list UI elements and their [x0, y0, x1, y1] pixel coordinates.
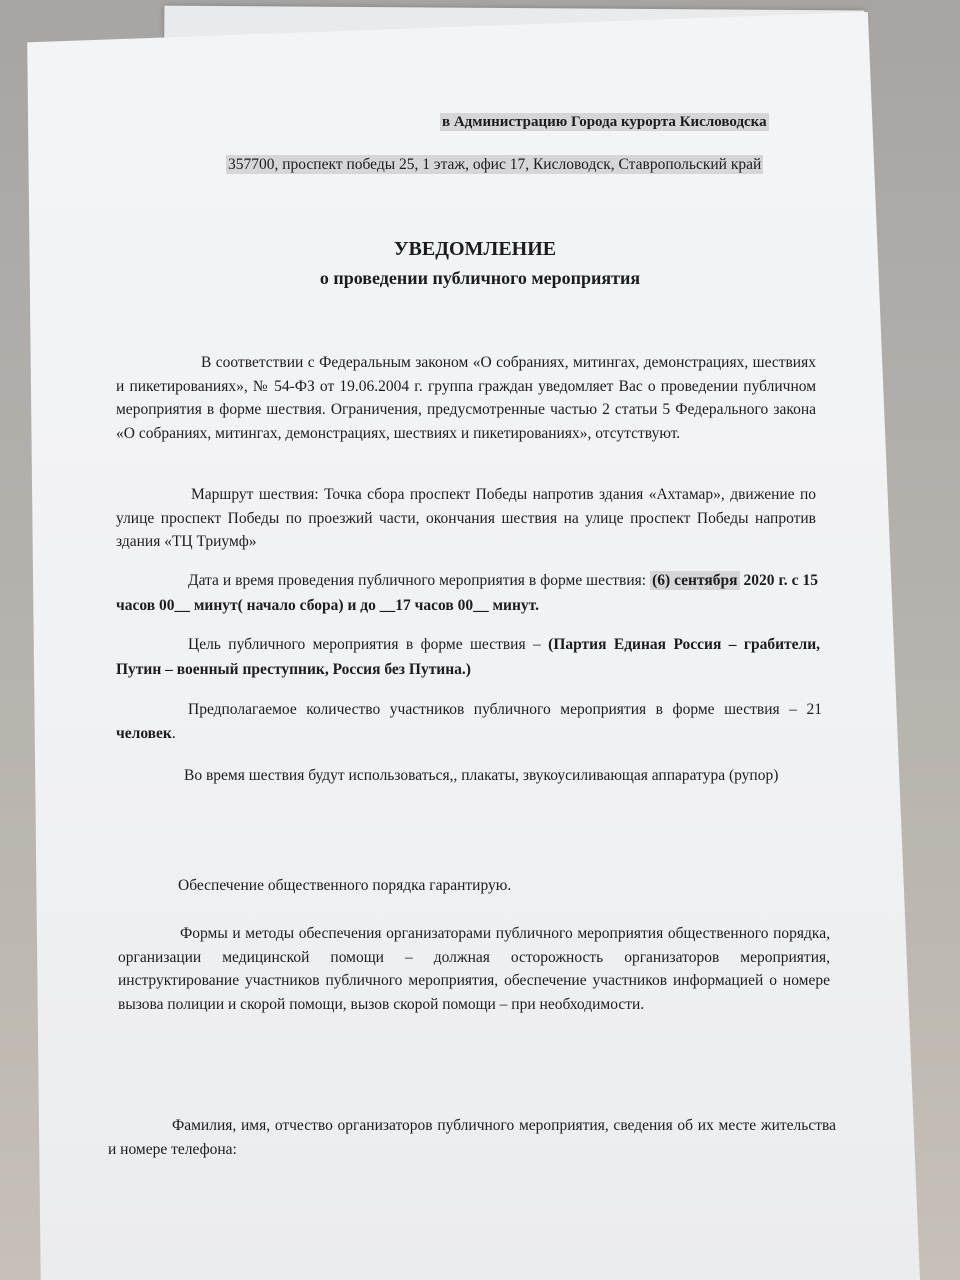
- participants-unit: человек: [116, 725, 172, 742]
- event-date: (6) сентября: [652, 572, 738, 589]
- recipient-line: [440, 112, 820, 132]
- participants-end: .: [171, 725, 176, 742]
- participants-label: Предполагаемое количество участников публичного мероприятия в форме шествия – 21: [188, 701, 822, 718]
- event-goal: (Партия Единая Россия – грабители, Путин – военный преступник, Россия без Путина.): [116, 636, 821, 678]
- address-line: [226, 155, 826, 176]
- paragraph-methods: Формы и методы обеспечения организаторами публичного мероприятия общественного порядка, организации медицинской помощи – должная осторожность организаторов мероприятия, инструктирование участников публичного мероприятия, обеспечение участников информацией о номере вызова полиции и скорой помощи, вызов скорой помощи – при необходимости.: [118, 925, 830, 1013]
- paragraph-order-guarantee: Обеспечение общественного порядка гарантирую.: [178, 877, 512, 894]
- paragraph-legal-basis: В соответствии с Федеральным законом «О собраниях, митингах, демонстрациях, шествиях и пикетированиях», № 54-ФЗ от 19.06.2004 г. группа граждан уведомляет Вас о проведении публичном мероприятия в форме шествия. Ограничения, предусмотренные частью 2 статьи 5 Федерального закона «О собраниях, митингах, демонстрациях, шествиях и пикетированиях», отсутствуют.: [116, 354, 816, 442]
- event-time: 2020 г. с 15 часов 00__ минут( начало сбора) и до __17 часов 00__ минут.: [116, 572, 819, 614]
- paragraph-route: Маршрут шествия: Точка сбора проспект Победы напротив здания «Ахтамар», движение по улице проспект Победы по проезжий части, окончания шествия на улице проспект Победы напротив здания «ТЦ Триумф»: [116, 486, 816, 550]
- paragraph-organizers: Фамилия, имя, отчество организаторов публичного мероприятия, сведения об их месте жительства и номере телефона:: [108, 1117, 836, 1158]
- paragraph-date-time: [116, 568, 818, 618]
- paragraph-participants: [116, 698, 822, 746]
- recipient-text: в Администрацию Города курорта Кисловодска: [442, 114, 767, 130]
- paragraph-goal: [116, 632, 820, 682]
- goal-label: Цель публичного мероприятия в форме шествия –: [188, 636, 549, 653]
- document-title: УВЕДОМЛЕНИЕ: [393, 238, 557, 260]
- document-subtitle: о проведении публичного мероприятия: [319, 268, 641, 288]
- address-text: 357700, проспект победы 25, 1 этаж, офис 17, Кисловодск, Ставропольский край: [228, 156, 762, 173]
- date-time-label: Дата и время проведения публичного мероприятия в форме шествия:: [188, 572, 651, 589]
- paragraph-equipment: Во время шествия будут использоваться,, плакаты, звукоусиливающая аппаратура (рупор): [184, 767, 779, 784]
